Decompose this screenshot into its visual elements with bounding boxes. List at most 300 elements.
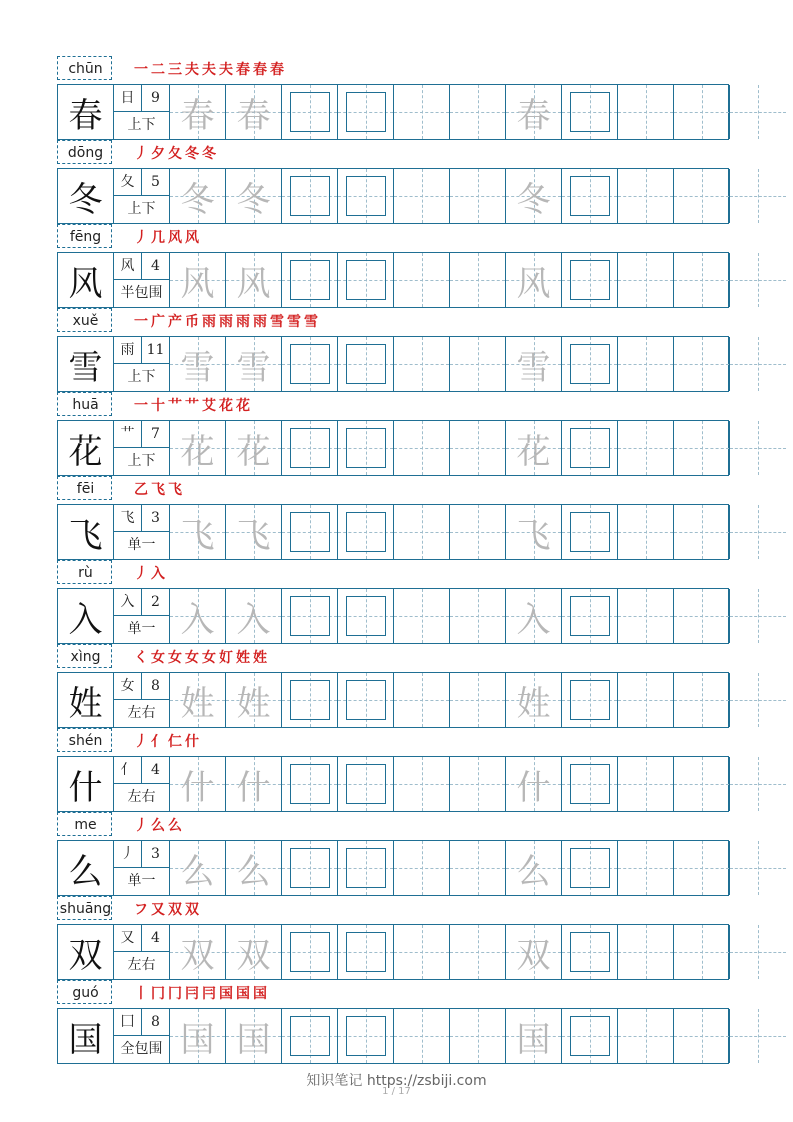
practice-cell[interactable] — [618, 1009, 674, 1063]
trace-character: 冬 — [180, 179, 215, 220]
boxed-practice-cell[interactable] — [338, 421, 394, 475]
practice-cell[interactable] — [618, 589, 674, 643]
practice-square — [570, 176, 610, 216]
trace-character: 入 — [516, 599, 551, 640]
practice-square — [346, 428, 386, 468]
writing-grid-row — [57, 840, 729, 896]
trace-cell[interactable] — [170, 757, 226, 811]
stroke-step: 乙 — [134, 482, 148, 498]
practice-cell[interactable] — [730, 589, 786, 643]
practice-square — [290, 848, 330, 888]
trace-cell[interactable] — [226, 1009, 282, 1063]
stroke-step: 什 — [185, 734, 199, 750]
boxed-practice-cell[interactable] — [282, 169, 338, 223]
stroke-step: 雨 — [202, 314, 216, 330]
trace-cell[interactable] — [170, 1009, 226, 1063]
boxed-practice-cell[interactable] — [562, 1009, 618, 1063]
trace-cell[interactable] — [506, 841, 562, 895]
character-entry — [57, 56, 729, 140]
practice-cell[interactable] — [450, 757, 506, 811]
practice-square — [570, 680, 610, 720]
boxed-practice-cell[interactable] — [338, 85, 394, 139]
trace-cell[interactable] — [226, 253, 282, 307]
stroke-step: 仁 — [168, 734, 182, 750]
trace-character: 入 — [236, 599, 271, 640]
writing-grid-row — [57, 588, 729, 644]
practice-square — [346, 344, 386, 384]
pinyin-box — [57, 140, 112, 164]
trace-character: 冬 — [236, 179, 271, 220]
practice-cell[interactable] — [730, 169, 786, 223]
trace-cell[interactable] — [506, 925, 562, 979]
pinyin-label: huā — [72, 397, 99, 413]
practice-square — [346, 176, 386, 216]
trace-cell[interactable] — [226, 85, 282, 139]
practice-cell[interactable] — [394, 169, 450, 223]
stroke-step: く — [134, 650, 148, 666]
trace-character: 雪 — [236, 347, 271, 388]
practice-cell[interactable] — [450, 505, 506, 559]
trace-cell[interactable] — [170, 85, 226, 139]
boxed-practice-cell[interactable] — [562, 421, 618, 475]
trace-cell[interactable] — [506, 169, 562, 223]
trace-character: 么 — [236, 851, 271, 892]
practice-square — [570, 848, 610, 888]
trace-character: 姓 — [236, 683, 271, 724]
practice-square — [290, 764, 330, 804]
trace-cell[interactable] — [226, 589, 282, 643]
trace-cell[interactable] — [226, 337, 282, 391]
boxed-practice-cell[interactable] — [338, 589, 394, 643]
stroke-step: 产 — [168, 314, 182, 330]
practice-square — [290, 932, 330, 972]
radical-label: 入 — [114, 589, 142, 616]
structure-label: 半包围 — [120, 285, 163, 301]
model-character: 姓 — [58, 673, 114, 727]
stroke-step: 么 — [151, 818, 165, 834]
trace-cell[interactable] — [226, 169, 282, 223]
boxed-practice-cell[interactable] — [282, 1009, 338, 1063]
boxed-practice-cell[interactable] — [282, 337, 338, 391]
practice-cell[interactable] — [450, 253, 506, 307]
practice-cell[interactable] — [394, 925, 450, 979]
character-info — [114, 925, 170, 979]
boxed-practice-cell[interactable] — [282, 841, 338, 895]
character-info — [114, 589, 170, 643]
trace-character: 姓 — [516, 683, 551, 724]
radical-label: 飞 — [114, 505, 142, 532]
practice-square — [290, 260, 330, 300]
practice-cell[interactable] — [730, 421, 786, 475]
trace-cell[interactable] — [506, 85, 562, 139]
stroke-step: 女 — [151, 650, 165, 666]
practice-cell[interactable] — [730, 925, 786, 979]
trace-cell[interactable] — [170, 925, 226, 979]
trace-character: 冬 — [516, 179, 551, 220]
stroke-order-sequence — [134, 816, 185, 836]
trace-cell[interactable] — [226, 673, 282, 727]
character-info — [114, 421, 170, 475]
trace-cell[interactable] — [170, 841, 226, 895]
practice-cell[interactable] — [394, 505, 450, 559]
practice-square — [570, 932, 610, 972]
practice-square — [290, 596, 330, 636]
practice-cell[interactable] — [394, 841, 450, 895]
practice-cell[interactable] — [618, 421, 674, 475]
pinyin-box — [57, 896, 112, 920]
trace-cell[interactable] — [506, 757, 562, 811]
practice-cell[interactable] — [450, 421, 506, 475]
boxed-practice-cell[interactable] — [562, 925, 618, 979]
writing-grid-row — [57, 84, 729, 140]
trace-cell[interactable] — [506, 421, 562, 475]
trace-character: 花 — [180, 431, 215, 472]
stroke-step: 艹 — [185, 398, 199, 414]
structure-label: 左右 — [127, 957, 156, 973]
footer-watermark: 知识笔记 https://zsbiji.com — [306, 1073, 487, 1089]
stroke-step: 一 — [134, 398, 148, 414]
stroke-step: 丿 — [134, 734, 148, 750]
trace-cell[interactable] — [506, 253, 562, 307]
stroke-count: 11 — [142, 337, 169, 364]
structure-label: 上下 — [127, 369, 156, 385]
structure-label: 单一 — [127, 537, 156, 553]
trace-character: 春 — [236, 95, 271, 136]
trace-character: 雪 — [180, 347, 215, 388]
trace-character: 花 — [516, 431, 551, 472]
trace-cell[interactable] — [226, 757, 282, 811]
practice-cell[interactable] — [674, 925, 730, 979]
practice-cell[interactable] — [394, 85, 450, 139]
writing-grid-row — [57, 672, 729, 728]
boxed-practice-cell[interactable] — [282, 85, 338, 139]
character-info — [114, 841, 170, 895]
practice-square — [290, 512, 330, 552]
trace-cell[interactable] — [226, 505, 282, 559]
practice-square — [290, 92, 330, 132]
boxed-practice-cell[interactable] — [282, 589, 338, 643]
boxed-practice-cell[interactable] — [338, 169, 394, 223]
stroke-step: 夕 — [151, 146, 165, 162]
boxed-practice-cell[interactable] — [282, 505, 338, 559]
boxed-practice-cell[interactable] — [562, 673, 618, 727]
boxed-practice-cell[interactable] — [562, 757, 618, 811]
practice-cell[interactable] — [674, 253, 730, 307]
stroke-step: 国 — [253, 986, 267, 1002]
practice-cell[interactable] — [674, 757, 730, 811]
stroke-step: 奵 — [219, 650, 233, 666]
boxed-practice-cell[interactable] — [562, 505, 618, 559]
stroke-step: 雪 — [287, 314, 301, 330]
boxed-practice-cell[interactable] — [338, 337, 394, 391]
practice-cell[interactable] — [618, 253, 674, 307]
stroke-order-sequence — [134, 312, 321, 332]
trace-character: 国 — [180, 1019, 215, 1060]
writing-grid-row — [57, 420, 729, 476]
character-info — [114, 505, 170, 559]
pinyin-box — [57, 392, 112, 416]
stroke-step: 丨 — [134, 986, 148, 1002]
trace-character: 双 — [180, 935, 215, 976]
trace-character: 风 — [236, 263, 271, 304]
stroke-order-sequence — [134, 564, 168, 584]
trace-cell[interactable] — [170, 169, 226, 223]
stroke-step: 丿 — [134, 818, 148, 834]
practice-cell[interactable] — [730, 85, 786, 139]
practice-cell[interactable] — [450, 589, 506, 643]
practice-cell[interactable] — [730, 1009, 786, 1063]
stroke-step: 冂 — [151, 986, 165, 1002]
stroke-step: 丿 — [134, 146, 148, 162]
boxed-practice-cell[interactable] — [282, 253, 338, 307]
stroke-step: 丿 — [134, 566, 148, 582]
stroke-order-sequence — [134, 228, 202, 248]
boxed-practice-cell[interactable] — [338, 253, 394, 307]
trace-cell[interactable] — [226, 925, 282, 979]
character-info — [114, 85, 170, 139]
stroke-order-sequence — [134, 900, 202, 920]
character-entry — [57, 140, 729, 224]
practice-cell[interactable] — [674, 589, 730, 643]
boxed-practice-cell[interactable] — [562, 337, 618, 391]
stroke-order-sequence — [134, 984, 270, 1004]
stroke-step: 春 — [253, 62, 267, 78]
trace-cell[interactable] — [506, 505, 562, 559]
trace-cell[interactable] — [226, 421, 282, 475]
writing-grid-row — [57, 756, 729, 812]
practice-cell[interactable] — [674, 337, 730, 391]
pinyin-label: dōng — [67, 145, 104, 161]
pinyin-box — [57, 476, 112, 500]
trace-cell[interactable] — [170, 421, 226, 475]
boxed-practice-cell[interactable] — [282, 925, 338, 979]
trace-cell[interactable] — [226, 841, 282, 895]
boxed-practice-cell[interactable] — [338, 505, 394, 559]
practice-cell[interactable] — [618, 505, 674, 559]
stroke-step: 夫 — [202, 62, 216, 78]
writing-grid-row — [57, 504, 729, 560]
trace-cell[interactable] — [170, 505, 226, 559]
radical-label: 风 — [114, 253, 142, 280]
boxed-practice-cell[interactable] — [282, 757, 338, 811]
trace-cell[interactable] — [506, 1009, 562, 1063]
trace-character: 飞 — [516, 515, 551, 556]
boxed-practice-cell[interactable] — [338, 757, 394, 811]
trace-cell[interactable] — [170, 337, 226, 391]
practice-cell[interactable] — [394, 253, 450, 307]
practice-cell[interactable] — [674, 673, 730, 727]
practice-square — [290, 176, 330, 216]
pinyin-label: xuě — [72, 313, 99, 329]
practice-square — [570, 260, 610, 300]
stroke-step: 女 — [168, 650, 182, 666]
radical-label: 亻 — [114, 757, 142, 784]
trace-cell[interactable] — [170, 673, 226, 727]
stroke-step: 艹 — [168, 398, 182, 414]
character-entry — [57, 644, 729, 728]
structure-label: 单一 — [127, 621, 156, 637]
boxed-practice-cell[interactable] — [338, 841, 394, 895]
structure-label: 左右 — [127, 705, 156, 721]
practice-cell[interactable] — [450, 337, 506, 391]
stroke-order-sequence — [134, 480, 185, 500]
practice-cell[interactable] — [674, 421, 730, 475]
boxed-practice-cell[interactable] — [338, 673, 394, 727]
practice-cell[interactable] — [618, 841, 674, 895]
trace-character: 什 — [236, 767, 271, 808]
trace-character: 风 — [180, 263, 215, 304]
radical-label: 雨 — [114, 337, 142, 364]
stroke-count: 7 — [142, 421, 169, 448]
practice-cell[interactable] — [674, 169, 730, 223]
practice-cell[interactable] — [730, 841, 786, 895]
pinyin-box — [57, 728, 112, 752]
stroke-step: 广 — [151, 314, 165, 330]
stroke-step: 夫 — [185, 62, 199, 78]
stroke-step: 雨 — [219, 314, 233, 330]
writing-grid-row — [57, 336, 729, 392]
practice-cell[interactable] — [674, 85, 730, 139]
trace-cell[interactable] — [506, 589, 562, 643]
stroke-step: 三 — [168, 62, 182, 78]
writing-grid-row — [57, 924, 729, 980]
boxed-practice-cell[interactable] — [562, 169, 618, 223]
trace-cell[interactable] — [506, 673, 562, 727]
stroke-step: 冂 — [168, 986, 182, 1002]
boxed-practice-cell[interactable] — [338, 1009, 394, 1063]
stroke-step: 飞 — [168, 482, 182, 498]
structure-label: 上下 — [127, 201, 156, 217]
practice-cell[interactable] — [730, 253, 786, 307]
character-info — [114, 673, 170, 727]
model-character: 入 — [58, 589, 114, 643]
trace-character: 花 — [236, 431, 271, 472]
practice-cell[interactable] — [618, 85, 674, 139]
model-character: 花 — [58, 421, 114, 475]
practice-square — [346, 848, 386, 888]
structure-label: 单一 — [127, 873, 156, 889]
stroke-step: 几 — [151, 230, 165, 246]
stroke-step: 雪 — [304, 314, 318, 330]
practice-cell[interactable] — [674, 1009, 730, 1063]
writing-grid-row — [57, 168, 729, 224]
practice-cell[interactable] — [674, 841, 730, 895]
stroke-step: 雨 — [253, 314, 267, 330]
boxed-practice-cell[interactable] — [562, 253, 618, 307]
stroke-step: 姓 — [236, 650, 250, 666]
trace-character: 雪 — [516, 347, 551, 388]
stroke-step: 入 — [151, 566, 165, 582]
stroke-count: 3 — [142, 841, 169, 868]
character-entry — [57, 476, 729, 560]
practice-square — [346, 596, 386, 636]
practice-square — [570, 1016, 610, 1056]
boxed-practice-cell[interactable] — [338, 925, 394, 979]
practice-cell[interactable] — [394, 1009, 450, 1063]
practice-cell[interactable] — [394, 337, 450, 391]
trace-cell[interactable] — [170, 253, 226, 307]
stroke-step: 一 — [134, 314, 148, 330]
practice-cell[interactable] — [618, 925, 674, 979]
stroke-step: 风 — [185, 230, 199, 246]
practice-cell[interactable] — [674, 505, 730, 559]
pinyin-box — [57, 812, 112, 836]
stroke-step: フ — [134, 902, 148, 918]
trace-character: 双 — [516, 935, 551, 976]
practice-square — [346, 92, 386, 132]
practice-square — [290, 1016, 330, 1056]
pinyin-label: shén — [68, 733, 103, 749]
practice-cell[interactable] — [450, 169, 506, 223]
practice-cell[interactable] — [730, 505, 786, 559]
pinyin-label: fēng — [69, 229, 102, 245]
stroke-order-sequence — [134, 144, 219, 164]
stroke-count: 4 — [142, 925, 169, 952]
practice-cell[interactable] — [730, 757, 786, 811]
writing-grid-row — [57, 1008, 729, 1064]
practice-cell[interactable] — [394, 589, 450, 643]
trace-character: 春 — [516, 95, 551, 136]
practice-cell[interactable] — [618, 337, 674, 391]
practice-cell[interactable] — [618, 673, 674, 727]
structure-label: 上下 — [127, 453, 156, 469]
pinyin-box — [57, 56, 112, 80]
practice-square — [346, 1016, 386, 1056]
practice-cell[interactable] — [450, 925, 506, 979]
boxed-practice-cell[interactable] — [282, 421, 338, 475]
trace-cell[interactable] — [170, 589, 226, 643]
practice-cell[interactable] — [450, 85, 506, 139]
character-entry — [57, 812, 729, 896]
practice-cell[interactable] — [394, 673, 450, 727]
practice-cell[interactable] — [618, 757, 674, 811]
trace-character: 么 — [516, 851, 551, 892]
pinyin-label: rù — [78, 565, 93, 581]
stroke-order-sequence — [134, 60, 287, 80]
trace-character: 什 — [516, 767, 551, 808]
practice-cell[interactable] — [450, 1009, 506, 1063]
boxed-practice-cell[interactable] — [562, 85, 618, 139]
boxed-practice-cell[interactable] — [282, 673, 338, 727]
model-character: 么 — [58, 841, 114, 895]
page-number: 1 / 17 — [382, 1086, 411, 1097]
trace-character: 风 — [516, 263, 551, 304]
stroke-step: 雪 — [270, 314, 284, 330]
trace-character: 国 — [236, 1019, 271, 1060]
radical-label: 丿 — [114, 841, 142, 868]
practice-square — [290, 344, 330, 384]
stroke-step: 姓 — [253, 650, 267, 666]
stroke-step: 夫 — [219, 62, 233, 78]
boxed-practice-cell[interactable] — [562, 589, 618, 643]
practice-cell[interactable] — [730, 337, 786, 391]
structure-label: 全包围 — [120, 1041, 163, 1057]
character-entry — [57, 392, 729, 476]
practice-cell[interactable] — [394, 757, 450, 811]
boxed-practice-cell[interactable] — [562, 841, 618, 895]
stroke-step: 二 — [151, 62, 165, 78]
practice-cell[interactable] — [450, 841, 506, 895]
trace-cell[interactable] — [506, 337, 562, 391]
practice-cell[interactable] — [450, 673, 506, 727]
practice-cell[interactable] — [730, 673, 786, 727]
practice-cell[interactable] — [394, 421, 450, 475]
stroke-step: 国 — [236, 986, 250, 1002]
stroke-step: 春 — [270, 62, 284, 78]
practice-square — [290, 680, 330, 720]
practice-cell[interactable] — [618, 169, 674, 223]
radical-label: 女 — [114, 673, 142, 700]
